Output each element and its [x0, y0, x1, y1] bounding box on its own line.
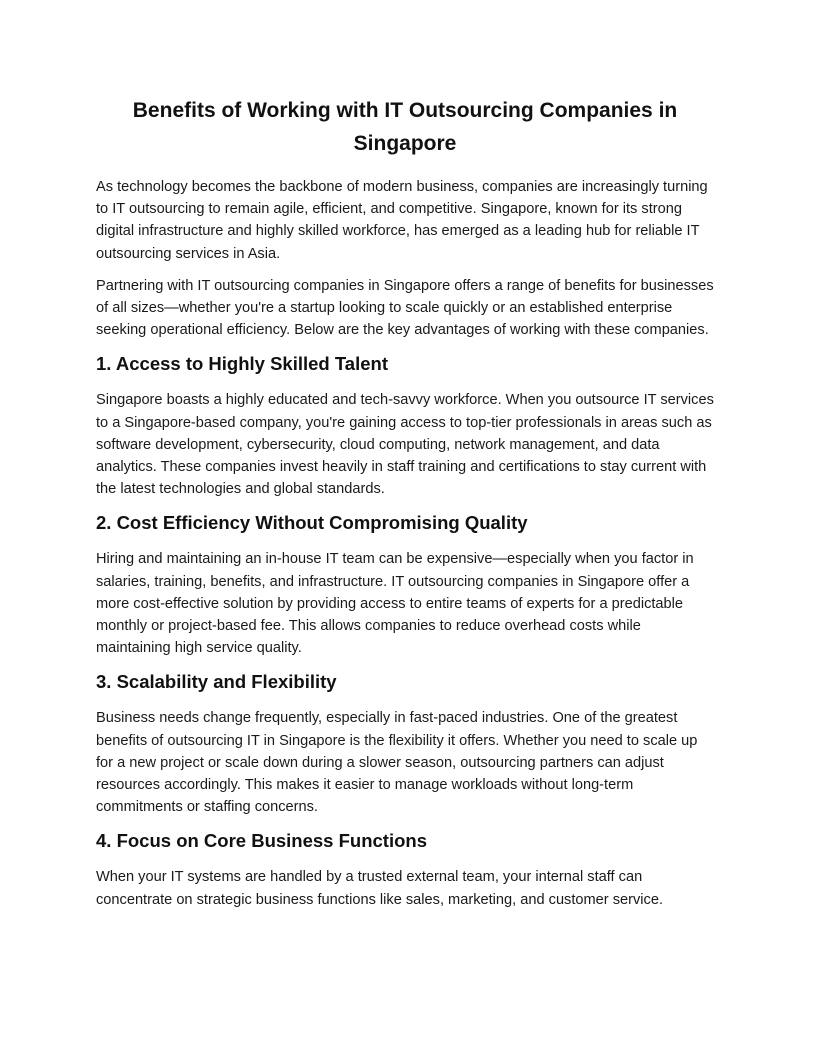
- section-heading-core-functions: 4. Focus on Core Business Functions: [96, 830, 427, 852]
- section-body-cost-efficiency: Hiring and maintaining an in-house IT team can be expensive—especially when you factor in salaries, training, benefits, and infrastructure. IT outsourcing companies in Singapore offer a more cost-effective solution by providing access to entire teams of experts for a predictable monthly or project-based fee. This allows companies to reduce overhead costs while maintaining high service quality.: [96, 551, 694, 657]
- section-heading-skilled-talent: 1. Access to Highly Skilled Talent: [96, 353, 388, 375]
- section-heading-scalability: 3. Scalability and Flexibility: [96, 671, 337, 693]
- section-body-scalability: Business needs change frequently, especially in fast-paced industries. One of the greatest benefits of outsourcing IT in Singapore is the flexibility it offers. Whether you need to scale up for a new project or scale down during a slower season, outsourcing partners can adjust resources accordingly. This makes it easier to manage workloads without long-term commitments or staffing concerns.: [96, 710, 698, 816]
- intro-paragraph: As technology becomes the backbone of modern business, companies are increasingly turning to IT outsourcing to remain agile, efficient, and competitive. Singapore, known for its strong digital infrastructure and highly skilled workforce, has emerged as a leading hub for reliable IT outsourcing services in Asia.: [96, 179, 708, 262]
- section-body-core-functions: When your IT systems are handled by a trusted external team, your internal staff can concentrate on strategic business functions like sales, marketing, and customer service.: [96, 869, 663, 908]
- section-body-skilled-talent: Singapore boasts a highly educated and tech-savvy workforce. When you outsource IT services to a Singapore-based company, you're gaining access to top-tier professionals in areas such as software development, cybersecurity, cloud computing, network management, and data analytics. These companies invest heavily in staff training and certifications to stay current with the latest technologies and global standards.: [96, 392, 714, 498]
- page-title: Benefits of Working with IT Outsourcing Companies in Singapore: [132, 99, 678, 155]
- document-page: [96, 94, 714, 921]
- section-heading-cost-efficiency: 2. Cost Efficiency Without Compromising Quality: [96, 512, 528, 534]
- intro-paragraph: Partnering with IT outsourcing companies in Singapore offers a range of benefits for businesses of all sizes—whether you're a startup looking to scale quickly or an established enterprise seeking operational efficiency. Below are the key advantages of working with these companies.: [96, 277, 714, 339]
